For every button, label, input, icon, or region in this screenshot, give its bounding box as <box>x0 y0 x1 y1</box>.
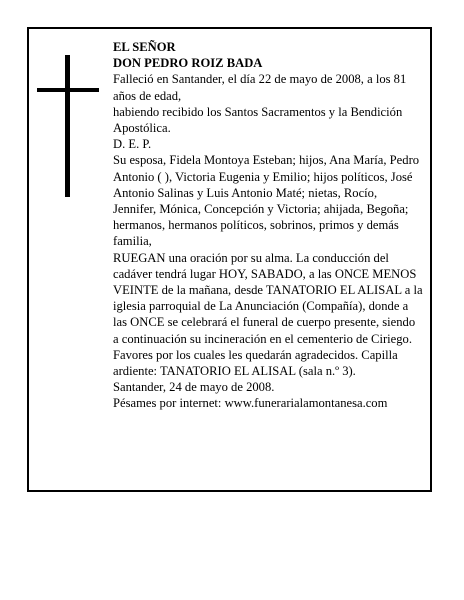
cross-vertical-bar <box>65 55 70 197</box>
obituary-text <box>113 39 423 412</box>
death-info: Falleció en Santander, el día 22 de mayo de 2008, a los 81 años de edad, <box>113 72 407 103</box>
deceased-name: DON PEDRO ROIZ BADA <box>113 56 263 71</box>
family-text: Su esposa, Fidela Montoya Esteban; hijos, Ana María, Pedro Antonio ( ), Victoria Eugenia y Emilio; hijos políticos, José Antonio Salinas y Luis Antonio Maté; nietas, Rocío, Jennifer, Mónica, Concepción y Victoria; ahijada, Begoña; hermanos, hermanos políticos, sobrinos, primos y demás familia, <box>113 153 420 249</box>
rip-text: D. E. P. <box>113 137 152 152</box>
request-text: RUEGAN una oración por su alma. La conducción del cadáver tendrá lugar HOY, SABADO, a las ONCE MENOS VEINTE de la mañana, desde TANATORIO EL ALISAL a la iglesia parroquial de La Anunciación (Compañía), donde a las ONCE se celebrará el funeral de cuerpo presente, siendo a continuación su incineración en el cementerio de Ciriego. Favores por los cuales les quedarán agradecidos. Capilla ardiente: TANATORIO EL ALISAL (sala n.º 3). <box>113 250 423 379</box>
cross-icon <box>37 55 99 197</box>
date-line: Santander, 24 de mayo de 2008. <box>113 380 275 395</box>
condolences-text: Pésames por internet: www.funerarialamontanesa.com <box>113 396 388 411</box>
sacraments-text: habiendo recibido los Santos Sacramentos y la Bendición Apostólica. <box>113 104 403 136</box>
obituary-title: EL SEÑOR <box>113 40 176 54</box>
cross-horizontal-bar <box>37 88 99 92</box>
